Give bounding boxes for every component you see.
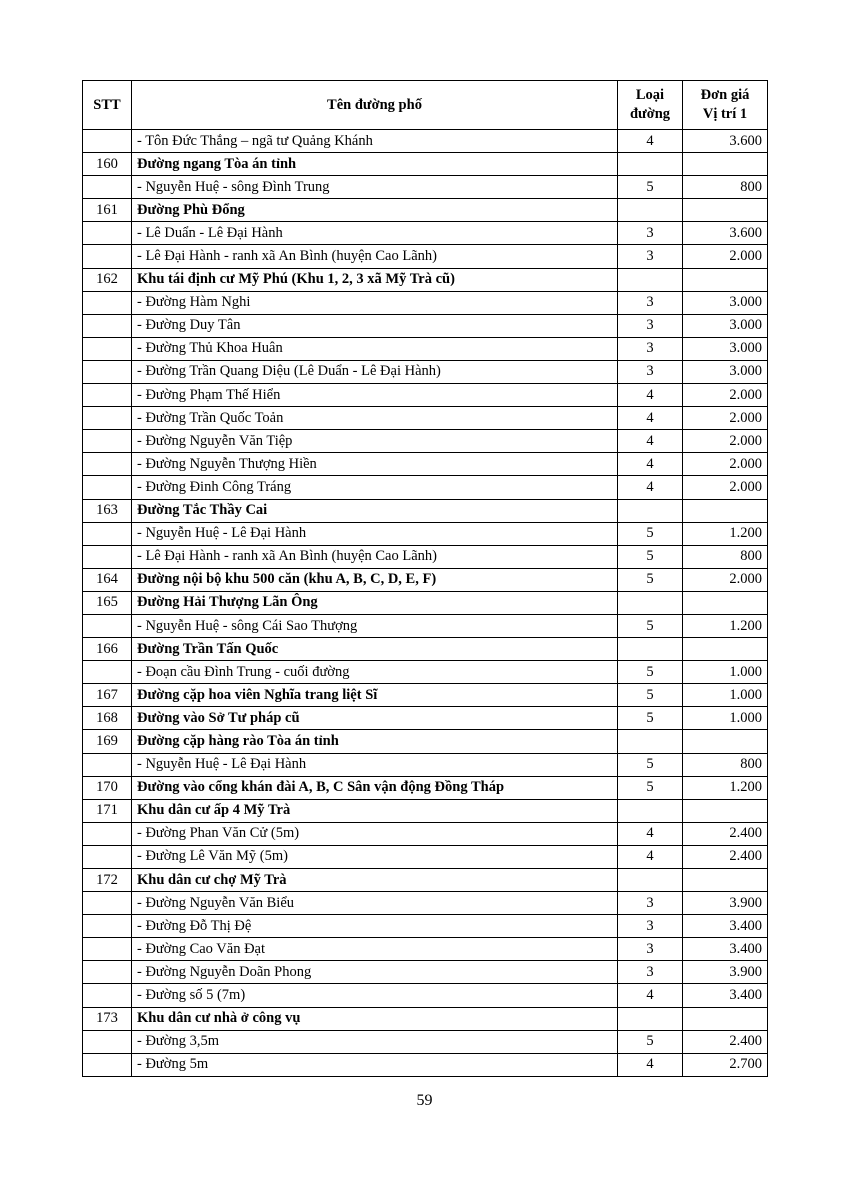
row-street-name: - Đường Hàm Nghi — [132, 291, 618, 314]
table-row — [83, 337, 768, 360]
row-unit-price: 3.400 — [683, 938, 768, 961]
row-unit-price — [683, 730, 768, 753]
table-row — [83, 453, 768, 476]
row-street-name: Đường cặp hoa viên Nghĩa trang liệt Sĩ — [132, 684, 618, 707]
row-road-type — [618, 591, 683, 614]
row-unit-price: 2.400 — [683, 845, 768, 868]
row-unit-price: 2.700 — [683, 1053, 768, 1076]
row-unit-price: 2.000 — [683, 245, 768, 268]
table-row — [83, 360, 768, 383]
row-road-type: 3 — [618, 892, 683, 915]
row-stt — [83, 176, 132, 199]
row-stt: 164 — [83, 568, 132, 591]
row-road-type: 5 — [618, 176, 683, 199]
row-stt — [83, 245, 132, 268]
row-street-name: - Lê Duẩn - Lê Đại Hành — [132, 222, 618, 245]
row-road-type — [618, 638, 683, 661]
row-stt — [83, 337, 132, 360]
row-road-type — [618, 499, 683, 522]
table-row — [83, 1030, 768, 1053]
row-stt: 161 — [83, 199, 132, 222]
row-stt — [83, 314, 132, 337]
row-stt — [83, 384, 132, 407]
table-row — [83, 961, 768, 984]
row-road-type: 3 — [618, 961, 683, 984]
row-unit-price: 3.900 — [683, 961, 768, 984]
row-road-type: 4 — [618, 984, 683, 1007]
row-road-type: 3 — [618, 360, 683, 383]
table-row — [83, 845, 768, 868]
table-row — [83, 753, 768, 776]
table-row — [83, 591, 768, 614]
table-row — [83, 499, 768, 522]
page-number: 59 — [416, 1092, 433, 1109]
table-body — [83, 130, 768, 1077]
row-stt — [83, 822, 132, 845]
row-stt — [83, 291, 132, 314]
row-unit-price: 2.000 — [683, 384, 768, 407]
row-street-name: - Đường Trần Quang Diệu (Lê Duẩn - Lê Đại Hành) — [132, 360, 618, 383]
row-street-name: - Đường 5m — [132, 1053, 618, 1076]
row-road-type: 4 — [618, 822, 683, 845]
row-unit-price: 1.200 — [683, 776, 768, 799]
row-road-type — [618, 730, 683, 753]
header-unit-price-line2: Vị trí 1 — [702, 106, 748, 122]
row-street-name: - Đường Nguyễn Thượng Hiền — [132, 453, 618, 476]
row-stt — [83, 360, 132, 383]
table-row — [83, 222, 768, 245]
table-row — [83, 430, 768, 453]
row-stt — [83, 915, 132, 938]
row-stt: 160 — [83, 153, 132, 176]
row-stt — [83, 984, 132, 1007]
row-unit-price: 800 — [683, 176, 768, 199]
row-road-type: 3 — [618, 915, 683, 938]
row-street-name: Đường cặp hàng rào Tòa án tỉnh — [132, 730, 618, 753]
row-street-name: - Đường Phạm Thế Hiển — [132, 384, 618, 407]
row-street-name: Đường vào Sở Tư pháp cũ — [132, 707, 618, 730]
row-unit-price — [683, 153, 768, 176]
table-row — [83, 522, 768, 545]
row-street-name: - Nguyễn Huệ - Lê Đại Hành — [132, 753, 618, 776]
row-street-name: - Nguyễn Huệ - sông Đình Trung — [132, 176, 618, 199]
row-road-type: 5 — [618, 753, 683, 776]
row-street-name: - Tôn Đức Thắng – ngã tư Quảng Khánh — [132, 130, 618, 153]
row-stt — [83, 522, 132, 545]
row-road-type: 4 — [618, 1053, 683, 1076]
header-stt: STT — [83, 81, 132, 130]
row-street-name: - Đường Nguyễn Văn Tiệp — [132, 430, 618, 453]
row-stt: 171 — [83, 799, 132, 822]
row-street-name: Khu dân cư chợ Mỹ Trà — [132, 869, 618, 892]
row-road-type: 4 — [618, 130, 683, 153]
row-road-type — [618, 268, 683, 291]
row-street-name: - Đường Đinh Công Tráng — [132, 476, 618, 499]
row-road-type: 3 — [618, 337, 683, 360]
table-row — [83, 892, 768, 915]
row-stt — [83, 453, 132, 476]
row-road-type: 3 — [618, 291, 683, 314]
row-road-type: 3 — [618, 222, 683, 245]
row-unit-price: 2.400 — [683, 822, 768, 845]
table-row — [83, 545, 768, 568]
row-stt: 166 — [83, 638, 132, 661]
row-street-name: - Đường Cao Văn Đạt — [132, 938, 618, 961]
row-road-type: 4 — [618, 845, 683, 868]
row-unit-price: 3.000 — [683, 314, 768, 337]
row-street-name: - Nguyễn Huệ - sông Cái Sao Thượng — [132, 614, 618, 637]
table-row — [83, 384, 768, 407]
row-unit-price — [683, 268, 768, 291]
row-road-type: 5 — [618, 545, 683, 568]
row-unit-price: 3.600 — [683, 222, 768, 245]
table-row — [83, 1007, 768, 1030]
row-stt — [83, 222, 132, 245]
row-road-type: 3 — [618, 314, 683, 337]
row-stt — [83, 614, 132, 637]
row-unit-price: 1.200 — [683, 614, 768, 637]
row-street-name: - Đường 3,5m — [132, 1030, 618, 1053]
row-stt: 168 — [83, 707, 132, 730]
table-row — [83, 1053, 768, 1076]
row-street-name: - Đường Thủ Khoa Huân — [132, 337, 618, 360]
table-row — [83, 707, 768, 730]
row-street-name: - Đường Lê Văn Mỹ (5m) — [132, 845, 618, 868]
table-header — [83, 81, 768, 130]
row-unit-price — [683, 638, 768, 661]
row-street-name: Khu tái định cư Mỹ Phú (Khu 1, 2, 3 xã Mỹ Trà cũ) — [132, 268, 618, 291]
header-unit-price-line1: Đơn giá — [700, 87, 750, 103]
row-road-type: 4 — [618, 476, 683, 499]
row-street-name: - Đường Đỗ Thị Đệ — [132, 915, 618, 938]
row-street-name: - Đường số 5 (7m) — [132, 984, 618, 1007]
row-road-type: 5 — [618, 614, 683, 637]
row-unit-price — [683, 1007, 768, 1030]
row-street-name: - Lê Đại Hành - ranh xã An Bình (huyện Cao Lãnh) — [132, 245, 618, 268]
table-row — [83, 176, 768, 199]
row-street-name: - Lê Đại Hành - ranh xã An Bình (huyện Cao Lãnh) — [132, 545, 618, 568]
row-stt — [83, 130, 132, 153]
row-stt — [83, 845, 132, 868]
header-street-name: Tên đường phố — [132, 81, 618, 130]
row-street-name: Đường Phù Đổng — [132, 199, 618, 222]
row-road-type: 5 — [618, 684, 683, 707]
row-unit-price: 1.200 — [683, 522, 768, 545]
row-unit-price: 3.000 — [683, 291, 768, 314]
row-unit-price — [683, 199, 768, 222]
row-road-type: 5 — [618, 776, 683, 799]
row-road-type: 5 — [618, 1030, 683, 1053]
table-row — [83, 661, 768, 684]
table-row — [83, 684, 768, 707]
table-row — [83, 984, 768, 1007]
table-row — [83, 130, 768, 153]
row-road-type: 4 — [618, 407, 683, 430]
row-stt: 172 — [83, 869, 132, 892]
row-unit-price: 800 — [683, 545, 768, 568]
row-stt — [83, 661, 132, 684]
table-row — [83, 614, 768, 637]
row-street-name: - Đường Nguyễn Văn Biểu — [132, 892, 618, 915]
row-street-name: - Nguyễn Huệ - Lê Đại Hành — [132, 522, 618, 545]
row-street-name: Đường Hải Thượng Lãn Ông — [132, 591, 618, 614]
header-road-type-line2: đường — [629, 106, 671, 122]
table-row — [83, 638, 768, 661]
row-unit-price: 1.000 — [683, 661, 768, 684]
row-unit-price: 800 — [683, 753, 768, 776]
row-road-type — [618, 869, 683, 892]
row-road-type: 5 — [618, 568, 683, 591]
row-stt: 162 — [83, 268, 132, 291]
row-street-name: - Đoạn cầu Đình Trung - cuối đường — [132, 661, 618, 684]
row-street-name: Khu dân cư nhà ở công vụ — [132, 1007, 618, 1030]
row-unit-price: 3.400 — [683, 915, 768, 938]
row-stt: 163 — [83, 499, 132, 522]
row-road-type: 3 — [618, 245, 683, 268]
row-street-name: Đường vào cổng khán đài A, B, C Sân vận động Đồng Tháp — [132, 776, 618, 799]
header-road-type-line1: Loại — [635, 87, 665, 103]
row-unit-price: 2.000 — [683, 407, 768, 430]
row-unit-price: 3.400 — [683, 984, 768, 1007]
row-street-name: - Đường Duy Tân — [132, 314, 618, 337]
header-unit-price — [683, 81, 768, 130]
row-stt — [83, 1053, 132, 1076]
row-road-type: 5 — [618, 522, 683, 545]
row-stt — [83, 753, 132, 776]
row-road-type: 4 — [618, 453, 683, 476]
table-row — [83, 245, 768, 268]
row-road-type: 4 — [618, 430, 683, 453]
row-unit-price: 1.000 — [683, 684, 768, 707]
row-street-name: Đường Tắc Thầy Cai — [132, 499, 618, 522]
header-row — [83, 81, 768, 130]
row-unit-price: 2.000 — [683, 453, 768, 476]
row-unit-price: 2.000 — [683, 430, 768, 453]
header-road-type — [618, 81, 683, 130]
table-row — [83, 314, 768, 337]
row-road-type — [618, 799, 683, 822]
row-unit-price: 2.000 — [683, 476, 768, 499]
table-row — [83, 568, 768, 591]
table-row — [83, 869, 768, 892]
row-street-name: Đường Trần Tấn Quốc — [132, 638, 618, 661]
price-table — [82, 80, 768, 1077]
row-unit-price: 3.000 — [683, 337, 768, 360]
row-road-type: 4 — [618, 384, 683, 407]
row-unit-price — [683, 499, 768, 522]
table-row — [83, 407, 768, 430]
row-road-type: 5 — [618, 661, 683, 684]
row-unit-price: 1.000 — [683, 707, 768, 730]
row-unit-price — [683, 591, 768, 614]
row-road-type: 5 — [618, 707, 683, 730]
row-street-name: - Đường Nguyễn Doãn Phong — [132, 961, 618, 984]
row-street-name: - Đường Trần Quốc Toản — [132, 407, 618, 430]
table-row — [83, 268, 768, 291]
row-street-name: - Đường Phan Văn Cử (5m) — [132, 822, 618, 845]
table-row — [83, 799, 768, 822]
table-row — [83, 776, 768, 799]
row-stt: 169 — [83, 730, 132, 753]
row-stt — [83, 476, 132, 499]
row-unit-price: 2.400 — [683, 1030, 768, 1053]
row-stt: 173 — [83, 1007, 132, 1030]
row-street-name: Khu dân cư ấp 4 Mỹ Trà — [132, 799, 618, 822]
row-stt — [83, 545, 132, 568]
row-unit-price — [683, 799, 768, 822]
row-road-type — [618, 1007, 683, 1030]
row-stt — [83, 407, 132, 430]
row-stt — [83, 1030, 132, 1053]
row-unit-price: 3.000 — [683, 360, 768, 383]
row-unit-price: 3.600 — [683, 130, 768, 153]
table-row — [83, 915, 768, 938]
table-row — [83, 291, 768, 314]
row-stt: 165 — [83, 591, 132, 614]
row-stt: 167 — [83, 684, 132, 707]
table-row — [83, 153, 768, 176]
row-stt — [83, 430, 132, 453]
table-row — [83, 730, 768, 753]
row-street-name: Đường nội bộ khu 500 căn (khu A, B, C, D, E, F) — [132, 568, 618, 591]
row-unit-price: 2.000 — [683, 568, 768, 591]
row-stt — [83, 892, 132, 915]
row-stt — [83, 938, 132, 961]
row-road-type — [618, 199, 683, 222]
row-unit-price — [683, 869, 768, 892]
table-row — [83, 822, 768, 845]
table-row — [83, 199, 768, 222]
table-row — [83, 476, 768, 499]
row-road-type: 3 — [618, 938, 683, 961]
row-unit-price: 3.900 — [683, 892, 768, 915]
row-street-name: Đường ngang Tòa án tỉnh — [132, 153, 618, 176]
table-row — [83, 938, 768, 961]
row-stt — [83, 961, 132, 984]
row-stt: 170 — [83, 776, 132, 799]
row-road-type — [618, 153, 683, 176]
